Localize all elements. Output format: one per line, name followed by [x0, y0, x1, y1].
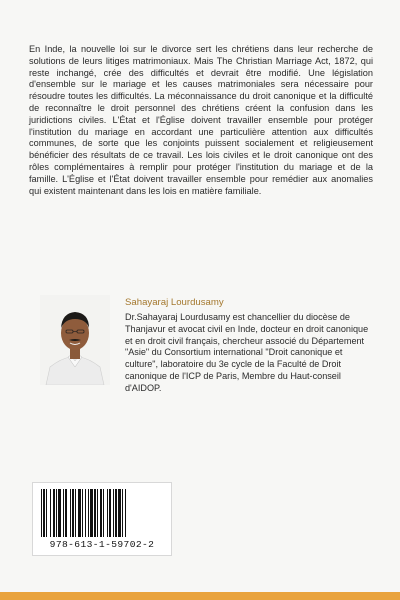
- blurb-text: En Inde, la nouvelle loi sur le divorce sert les chrétiens dans leur recherche de solutions de leurs litiges matrimoniaux. Mais The Christian Marriage Act, 1872, qui reste inchangé, crée des difficultés et devrait être modifié. Une législation d'ensemble sur le mariage et les causes matrimoniales sera nécessaire pour résoudre toutes les difficultés. La méconnaissance du droit canonique et la difficulté de reconnaître le droit personnel des chrétiens créent la confusion dans les juridictions civiles. L'État et l'Église doivent travailler ensemble pour protéger l'institution du mariage en accordant une particulière attention aux difficultés communes, de sorte que les conjoints puissent socialement et religieusement bénéficier des résultats de ce travail. Les lois civiles et le droit canonique ont des rôles complémentaires à remplir pour protéger l'institution du mariage et de la famille. L'Église et l'État doivent travailler ensemble pour remédier aux anomalies qui existent maintenant dans les lois en matière familiale.: [29, 44, 373, 196]
- barcode-bar: [103, 489, 104, 537]
- barcode-bar: [56, 489, 57, 537]
- barcode-bar: [97, 489, 98, 537]
- barcode-bar: [53, 489, 55, 537]
- barcode-bar: [65, 489, 67, 537]
- barcode-bar: [82, 489, 83, 537]
- author-bio: Dr.Sahayaraj Lourdusamy est chancellier du diocèse de Thanjavur et avocat civil en Inde, docteur en droit canonique et en droit civil français, chercheur associé du Département "Asie" du Consortium international "Droit canonique et culture", laboratoire du 3e cycle de la Faculté de Droit canonique de l'ICP de Paris, Membre du Haut-conseil d'AIDOP.: [125, 312, 369, 393]
- barcode-bar: [88, 489, 89, 537]
- barcode-bar: [90, 489, 93, 537]
- barcode-bar: [75, 489, 76, 537]
- barcode-bar: [118, 489, 121, 537]
- barcode-bar: [100, 489, 102, 537]
- author-name: Sahayaraj Lourdusamy: [125, 297, 224, 308]
- barcode-bar: [43, 489, 45, 537]
- author-photo: [40, 295, 110, 385]
- barcode-bar: [122, 489, 123, 537]
- barcode-bar: [72, 489, 74, 537]
- barcode-bars: [39, 489, 165, 537]
- barcode-bar: [46, 489, 47, 537]
- barcode-bar: [125, 489, 126, 537]
- barcode-bar: [58, 489, 61, 537]
- isbn-number: 978-613-1-59702-2: [49, 539, 155, 550]
- barcode-bar: [107, 489, 108, 537]
- barcode-bar: [109, 489, 111, 537]
- author-portrait-image: [40, 295, 110, 385]
- barcode-bar: [115, 489, 117, 537]
- barcode-bar: [41, 489, 42, 537]
- barcode-bar: [63, 489, 64, 537]
- isbn-barcode: [32, 482, 172, 556]
- barcode-bar: [94, 489, 96, 537]
- barcode-bar: [113, 489, 114, 537]
- accent-band: [0, 592, 400, 600]
- barcode-bar: [78, 489, 81, 537]
- barcode-bar: [70, 489, 71, 537]
- barcode-bar: [85, 489, 86, 537]
- barcode-bar: [50, 489, 51, 537]
